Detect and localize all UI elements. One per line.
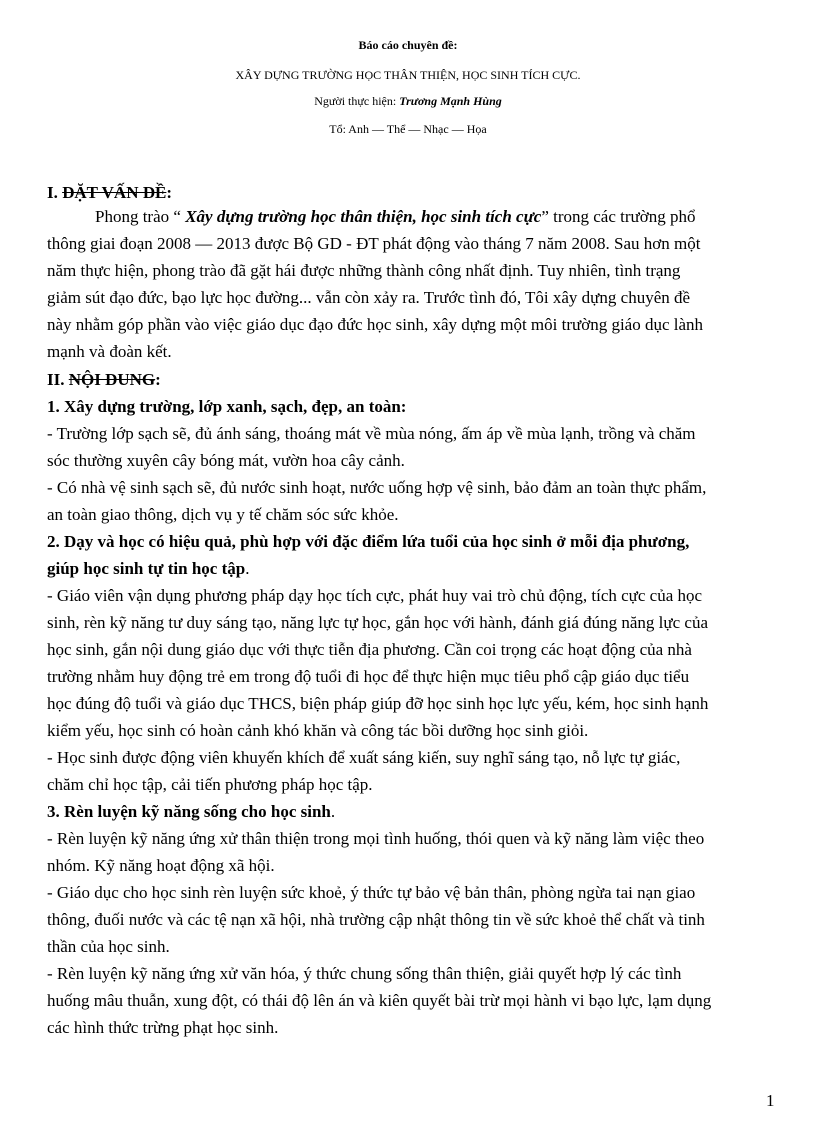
paragraph-line: chăm chỉ học tập, cải tiến phương pháp học tập. [47, 775, 373, 794]
paragraph-line: học đúng độ tuổi và giáo dục THCS, biện pháp giúp đỡ học sinh học lực yếu, kém, học sinh hạnh [47, 694, 709, 713]
paragraph-line: năm thực hiện, phong trào đã gặt hái được những thành công nhất định. Tuy nhiên, tình trạng [47, 261, 681, 280]
heading-period: . [330, 802, 336, 821]
section-2-numeral: II. [47, 370, 69, 389]
section-1-colon: : [166, 183, 173, 202]
author-line [0, 94, 816, 109]
section-1-numeral: I. [47, 183, 63, 202]
paragraph-line [95, 207, 695, 227]
emphasis-text: Xây dựng trường học thân thiện, học sinh tích cực [185, 207, 542, 226]
paragraph-line: an toàn giao thông, dịch vụ y tế chăm sóc sức khỏe. [47, 505, 399, 524]
paragraph-line: thông, đuối nước và các tệ nạn xã hội, nhà trường cập nhật thông tin về sức khoẻ thể chất và tinh [47, 910, 705, 929]
paragraph-line: - Học sinh được động viên khuyến khích để xuất sáng kiến, suy nghĩ sáng tạo, nỗ lực tự giác, [47, 748, 681, 767]
report-label: Báo cáo chuyên đề: [358, 38, 458, 52]
item-2-heading: 2. Dạy và học có hiệu quả, phù hợp với đặc điểm lứa tuổi của học sinh ở mỗi địa phương, [47, 532, 690, 551]
paragraph-line: sinh, rèn kỹ năng tư duy sáng tạo, năng lực tự học, gắn học với hành, đánh giá đúng năng lực của [47, 613, 708, 632]
paragraph-line: - Rèn luyện kỹ năng ứng xử thân thiện trong mọi tình huống, thói quen và kỹ năng làm việc theo [47, 829, 705, 848]
heading-period: . [245, 559, 250, 578]
paragraph-line: giảm sút đạo đức, bạo lực học đường... vẫn còn xảy ra. Trước tình đó, Tôi xây dựng chuyên đề [47, 288, 691, 307]
paragraph-line: - Giáo dục cho học sinh rèn luyện sức khoẻ, ý thức tự bảo vệ bản thân, phòng ngừa tai nạn giao [47, 883, 696, 902]
paragraph-line: - Giáo viên vận dụng phương pháp dạy học tích cực, phát huy vai trò chủ động, tích cực của học [47, 586, 703, 605]
paragraph-line: mạnh và đoàn kết. [47, 342, 172, 361]
paragraph-line: sóc thường xuyên cây bóng mát, vườn hoa cây cảnh. [47, 451, 405, 470]
paragraph-line: thần của học sinh. [47, 937, 170, 956]
paragraph-line: học sinh, gắn nội dung giáo dục với thực tiễn địa phương. Cần coi trọng các hoạt động của nhà [47, 640, 692, 659]
paragraph-line: - Có nhà vệ sinh sạch sẽ, đủ nước sinh hoạt, nước uống hợp vệ sinh, bảo đảm an toàn thực phẩm, [47, 478, 707, 497]
document-title: XÂY DỰNG TRƯỜNG HỌC THÂN THIỆN, HỌC SINH TÍCH CỰC. [235, 68, 581, 82]
paragraph-line: này nhằm góp phần vào việc giáo dục đạo đức học sinh, xây dựng một môi trường giáo dục lành [47, 315, 704, 334]
section-2-heading [47, 370, 161, 390]
paragraph-line: kiểm yếu, học sinh có hoàn cảnh khó khăn và công tác bồi dưỡng học sinh giỏi. [47, 721, 589, 740]
heading-text: giúp học sinh tự tin học tập [47, 559, 246, 578]
text-span: Phong trào “ [95, 207, 186, 226]
paragraph-line: thông giai đoạn 2008 — 2013 được Bộ GD - ĐT phát động vào tháng 7 năm 2008. Sau hơn một [47, 234, 701, 253]
paragraph-line: huống mâu thuẫn, xung đột, có thái độ lên án và kiên quyết bài trừ mọi hành vi bạo lực, lạm dụng [47, 991, 712, 1010]
section-1-title: ĐẶT VẤN ĐỀ [62, 183, 167, 202]
section-2-colon: : [155, 370, 161, 389]
item-2-heading-cont [47, 559, 249, 579]
section-2-title: NỘI DUNG [68, 370, 156, 389]
paragraph-line: - Trường lớp sạch sẽ, đủ ánh sáng, thoáng mát về mùa nóng, ấm áp về mùa lạnh, trồng và chăm [47, 424, 696, 443]
item-3-heading [47, 802, 335, 822]
heading-text: 3. Rèn luyện kỹ năng sống cho học sinh [47, 802, 331, 821]
author-name: Trương Mạnh Hùng [399, 94, 502, 108]
item-1-heading: 1. Xây dựng trường, lớp xanh, sạch, đẹp, an toàn: [47, 397, 407, 416]
section-1-heading [47, 183, 172, 203]
paragraph-line: trường nhằm huy động trẻ em trong độ tuổi đi học để thực hiện mục tiêu phổ cập giáo dục tiểu [47, 667, 690, 686]
paragraph-line: các hình thức trừng phạt học sinh. [47, 1018, 279, 1037]
text-span: ” trong các trường phổ [541, 207, 696, 226]
group-line: Tổ: Anh — Thể — Nhạc — Họa [329, 122, 487, 136]
paragraph-line: nhóm. Kỹ năng hoạt động xã hội. [47, 856, 275, 875]
page-number: 1 [766, 1091, 775, 1110]
author-label: Người thực hiện: [314, 94, 400, 108]
paragraph-line: - Rèn luyện kỹ năng ứng xử văn hóa, ý thức chung sống thân thiện, giải quyết hợp lý các tình [47, 964, 682, 983]
